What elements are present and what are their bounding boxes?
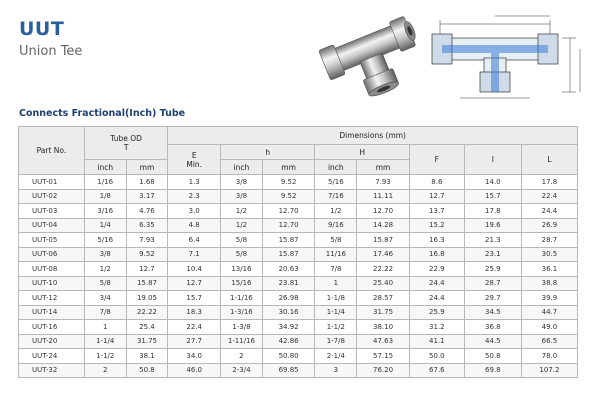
part-number-cell: UUT-24 [19,349,85,364]
table-cell: 31.2 [409,320,464,335]
table-cell: 19.6 [464,218,521,233]
table-cell: 31.75 [126,334,168,349]
table-cell: 7/8 [84,305,126,320]
table-cell: 3.0 [168,204,221,219]
table-cell: 1-3/16 [221,305,263,320]
table-cell: 9.52 [126,247,168,262]
table-cell: 1/2 [315,204,357,219]
table-cell: 1-1/2 [84,349,126,364]
table-cell: 11.11 [357,189,410,204]
table-cell: 9/16 [315,218,357,233]
header-unit-mm: mm [357,160,410,175]
table-cell: 50.0 [409,349,464,364]
table-cell: 34.92 [262,320,315,335]
table-cell: 4.8 [168,218,221,233]
table-cell: 12.70 [262,204,315,219]
table-cell: 13.7 [409,204,464,219]
table-cell: 14.0 [464,175,521,190]
part-number-cell: UUT-03 [19,204,85,219]
header-h-big: H [315,145,409,160]
header-e [168,145,221,175]
table-cell: 5/16 [315,175,357,190]
table-cell: 76.20 [357,363,410,378]
table-cell: 1-1/4 [84,334,126,349]
table-cell: 2 [221,349,263,364]
table-cell: 7.1 [168,247,221,262]
header-part-no: Part No. [19,127,85,175]
table-cell: 30.16 [262,305,315,320]
table-cell: 1 [315,276,357,291]
table-cell: 12.7 [168,276,221,291]
table-cell: 2 [84,363,126,378]
table-cell: 7/16 [315,189,357,204]
table-cell: 15.87 [126,276,168,291]
table-cell: 22.22 [126,305,168,320]
table-cell: 3/8 [84,247,126,262]
dimensions-table [18,126,578,378]
header-tube-od-symbol: T [123,143,129,152]
table-cell: 46.0 [168,363,221,378]
table-cell: 5/16 [84,233,126,248]
product-name: Union Tee [19,44,83,59]
part-number-cell: UUT-32 [19,363,85,378]
table-cell: 1/2 [221,218,263,233]
table-cell: 1-3/8 [221,320,263,335]
header-unit-mm: mm [126,160,168,175]
table-cell: 1/2 [84,262,126,277]
table-cell: 47.63 [357,334,410,349]
table-cell: 41.1 [409,334,464,349]
table-cell: 5/8 [84,276,126,291]
table-cell: 44.7 [521,305,577,320]
table-cell: 49.0 [521,320,577,335]
table-cell: 12.70 [262,218,315,233]
table-cell: 28.7 [521,233,577,248]
part-number-cell: UUT-16 [19,320,85,335]
table-cell: 19.05 [126,291,168,306]
header-unit-inch: inch [84,160,126,175]
table-cell: 18.3 [168,305,221,320]
table-cell: 23.81 [262,276,315,291]
table-cell: 3/4 [84,291,126,306]
table-cell: 25.40 [357,276,410,291]
table-cell: 1-1/4 [315,305,357,320]
table-row [19,189,578,204]
table-cell: 2-1/4 [315,349,357,364]
table-cell: 36.1 [521,262,577,277]
table-cell: 50.8 [126,363,168,378]
table-cell: 15.87 [262,233,315,248]
header-l: L [521,145,577,175]
table-cell: 67.6 [409,363,464,378]
table-row [19,262,578,277]
table-cell: 3/8 [221,189,263,204]
header-f: F [409,145,464,175]
table-cell: 38.8 [521,276,577,291]
table-cell: 1.3 [168,175,221,190]
header-e-sub: Min. [186,159,203,169]
product-code: UUT [19,18,65,40]
table-cell: 3/8 [221,175,263,190]
table-row [19,175,578,190]
table-cell: 34.0 [168,349,221,364]
table-cell: 1-7/8 [315,334,357,349]
table-cell: 3 [315,363,357,378]
table-cell: 1/4 [84,218,126,233]
table-cell: 38.1 [126,349,168,364]
table-cell: 69.8 [464,363,521,378]
table-cell: 22.4 [521,189,577,204]
header-tube-od-label: Tube OD [110,134,142,143]
section-title: Connects Fractional(Inch) Tube [19,108,186,119]
table-cell: 2-3/4 [221,363,263,378]
table-cell: 1-1/8 [315,291,357,306]
table-cell: 14.28 [357,218,410,233]
header-dimensions: Dimensions (mm) [168,127,578,145]
table-cell: 17.8 [521,175,577,190]
table-cell: 1/2 [221,204,263,219]
table-cell: 9.52 [262,189,315,204]
table-cell: 16.8 [409,247,464,262]
table-cell: 15.7 [168,291,221,306]
part-number-cell: UUT-12 [19,291,85,306]
table-cell: 2.3 [168,189,221,204]
table-row [19,363,578,378]
table-cell: 15/16 [221,276,263,291]
table-cell: 34.5 [464,305,521,320]
table-cell: 21.3 [464,233,521,248]
table-cell: 24.4 [409,276,464,291]
table-row [19,233,578,248]
table-cell: 28.7 [464,276,521,291]
table-cell: 7.93 [357,175,410,190]
table-row [19,276,578,291]
table-cell: 25.4 [126,320,168,335]
table-cell: 66.5 [521,334,577,349]
table-cell: 29.7 [464,291,521,306]
table-cell: 22.9 [409,262,464,277]
table-cell: 1/8 [84,189,126,204]
table-row [19,218,578,233]
table-cell: 7.93 [126,233,168,248]
table-cell: 16.3 [409,233,464,248]
table-cell: 1 [84,320,126,335]
table-cell: 26.9 [521,218,577,233]
table-cell: 10.4 [168,262,221,277]
table-cell: 12.70 [357,204,410,219]
part-number-cell: UUT-05 [19,233,85,248]
table-cell: 28.57 [357,291,410,306]
table-cell: 39.9 [521,291,577,306]
table-cell: 50.80 [262,349,315,364]
table-cell: 15.2 [409,218,464,233]
table-cell: 36.8 [464,320,521,335]
table-cell: 24.4 [409,291,464,306]
table-cell: 22.4 [168,320,221,335]
table-cell: 9.52 [262,175,315,190]
part-number-cell: UUT-14 [19,305,85,320]
table-cell: 78.0 [521,349,577,364]
header-h-small: h [221,145,315,160]
header-unit-inch: inch [315,160,357,175]
dimension-drawing [430,10,590,102]
table-cell: 38.10 [357,320,410,335]
header-unit-mm: mm [262,160,315,175]
header-unit-inch: inch [221,160,263,175]
table-cell: 1/16 [84,175,126,190]
table-cell: 17.8 [464,204,521,219]
table-cell: 57.15 [357,349,410,364]
table-cell: 24.4 [521,204,577,219]
table-cell: 30.5 [521,247,577,262]
table-cell: 1-11/16 [221,334,263,349]
part-number-cell: UUT-20 [19,334,85,349]
table-cell: 17.46 [357,247,410,262]
table-cell: 1.68 [126,175,168,190]
part-number-cell: UUT-02 [19,189,85,204]
table-cell: 25.9 [409,305,464,320]
table-cell: 13/16 [221,262,263,277]
table-cell: 12.7 [126,262,168,277]
union-tee-photo [318,10,418,102]
table-row [19,334,578,349]
header-tube-od [84,127,167,160]
table-cell: 20.63 [262,262,315,277]
table-row [19,204,578,219]
table-cell: 12.7 [409,189,464,204]
part-number-cell: UUT-08 [19,262,85,277]
table-cell: 6.4 [168,233,221,248]
header-e-label: E [191,150,197,160]
part-number-cell: UUT-01 [19,175,85,190]
header-i: I [464,145,521,175]
table-body [19,175,578,378]
table-cell: 8.6 [409,175,464,190]
part-number-cell: UUT-04 [19,218,85,233]
table-cell: 3.17 [126,189,168,204]
table-cell: 15.87 [357,233,410,248]
table-cell: 7/8 [315,262,357,277]
table-cell: 1-1/16 [221,291,263,306]
table-row [19,320,578,335]
table-cell: 42.86 [262,334,315,349]
table-cell: 5/8 [315,233,357,248]
table-cell: 23.1 [464,247,521,262]
table-row [19,305,578,320]
table-row [19,349,578,364]
table-cell: 5/8 [221,247,263,262]
table-row [19,291,578,306]
table-cell: 26.98 [262,291,315,306]
table-cell: 50.8 [464,349,521,364]
table-cell: 15.87 [262,247,315,262]
table-cell: 22.22 [357,262,410,277]
table-cell: 5/8 [221,233,263,248]
table-cell: 25.9 [464,262,521,277]
part-number-cell: UUT-10 [19,276,85,291]
table-cell: 11/16 [315,247,357,262]
table-row [19,247,578,262]
table-cell: 69.85 [262,363,315,378]
table-cell: 107.2 [521,363,577,378]
table-cell: 6.35 [126,218,168,233]
part-number-cell: UUT-06 [19,247,85,262]
table-cell: 27.7 [168,334,221,349]
table-cell: 15.7 [464,189,521,204]
table-cell: 44.5 [464,334,521,349]
table-cell: 4.76 [126,204,168,219]
table-cell: 1-1/2 [315,320,357,335]
table-cell: 31.75 [357,305,410,320]
table-cell: 3/16 [84,204,126,219]
